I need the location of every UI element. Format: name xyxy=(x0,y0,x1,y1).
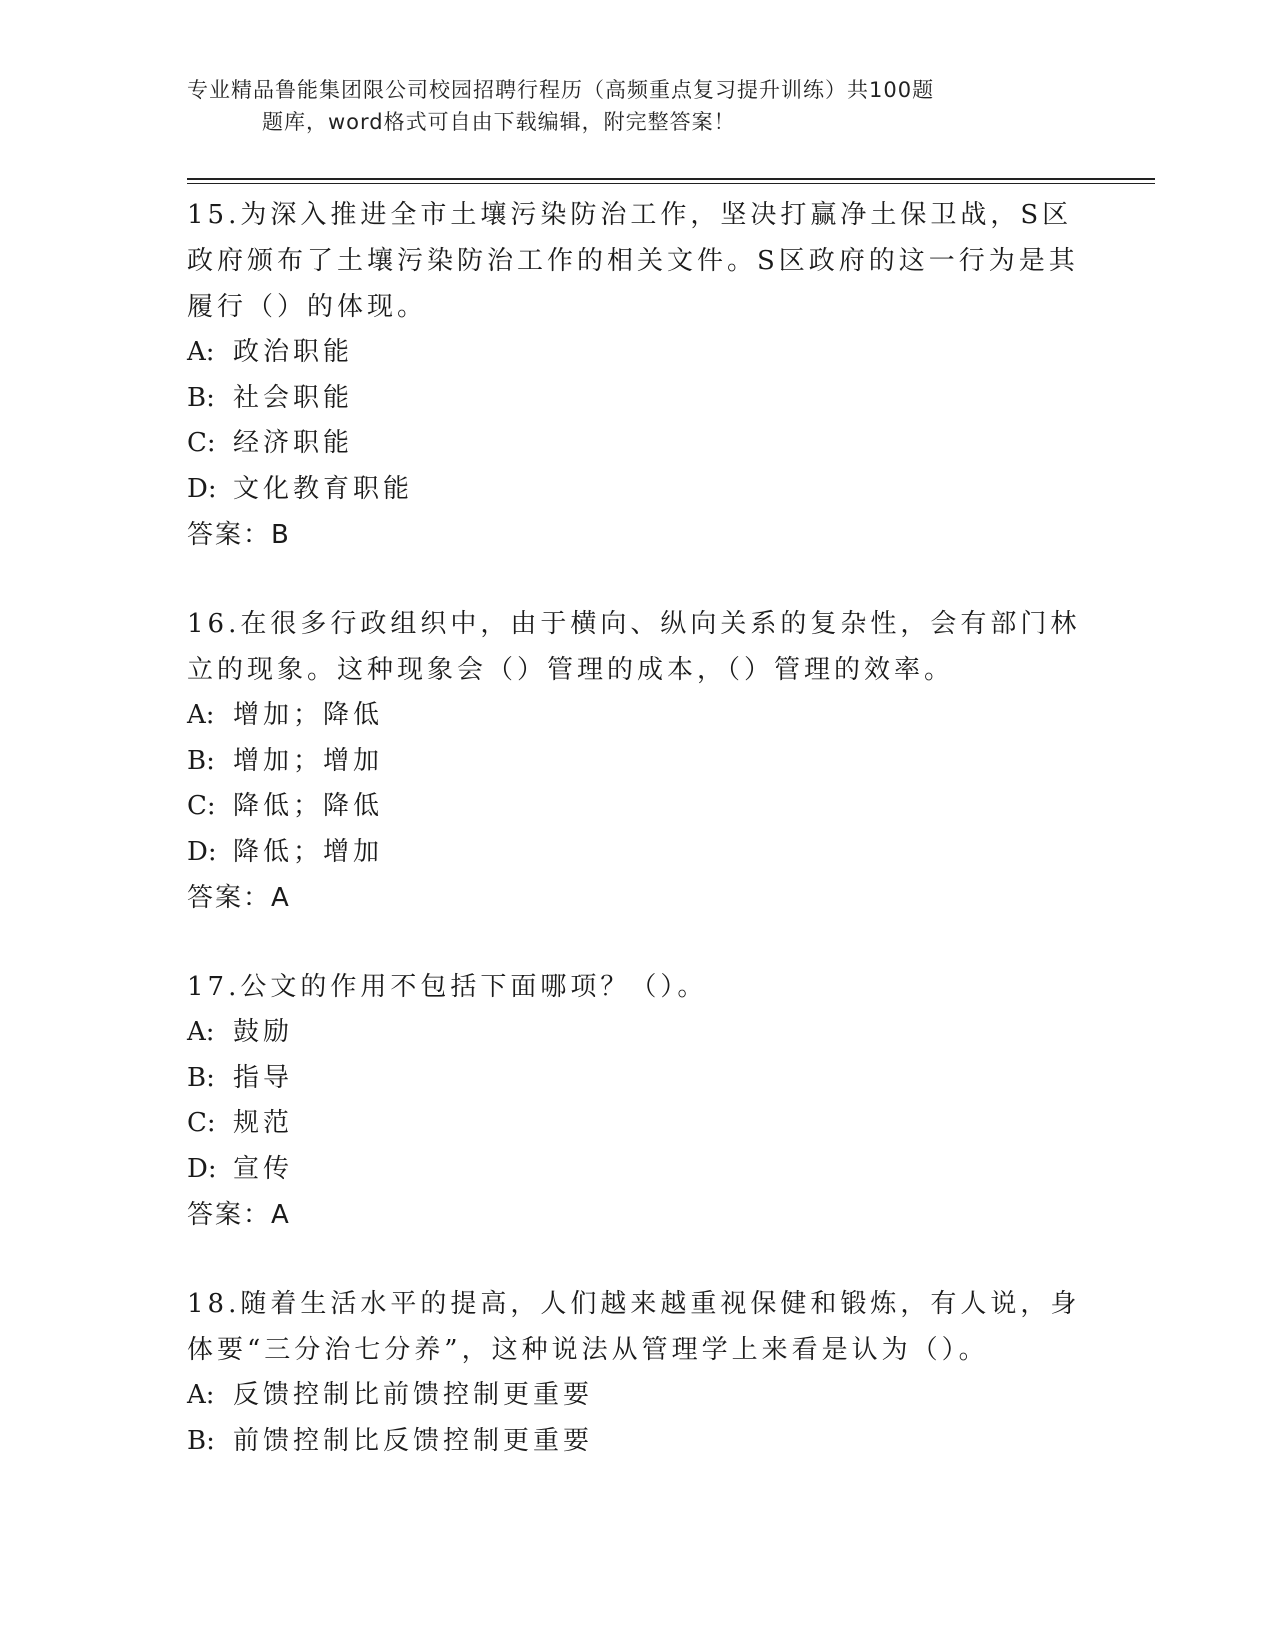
option-text: 社会职能 xyxy=(233,382,354,413)
option-text: 政治职能 xyxy=(233,337,354,367)
option-b xyxy=(187,1056,1087,1102)
option-text: 指导 xyxy=(233,1062,294,1093)
header-divider-thick xyxy=(187,178,1155,180)
option-text: 鼓励 xyxy=(233,1017,294,1047)
option-a xyxy=(187,1373,1087,1419)
option-c xyxy=(187,784,1087,830)
option-letter: B: xyxy=(187,1425,215,1456)
answer-line: 答案：A xyxy=(187,1200,291,1230)
option-c xyxy=(187,1101,1087,1147)
option-letter: C: xyxy=(187,428,216,458)
question-16 xyxy=(187,601,1087,921)
question-stem: 16.在很多行政组织中，由于横向、纵向关系的复杂性，会有部门林立的现象。这种现象会（）管理的成本，（）管理的效率。 xyxy=(187,609,1081,685)
option-letter: C: xyxy=(187,1108,216,1138)
option-letter: C: xyxy=(187,791,216,821)
option-d xyxy=(187,467,1087,513)
option-text: 前馈控制比反馈控制更重要 xyxy=(233,1425,594,1456)
option-c xyxy=(187,421,1087,467)
option-letter: B: xyxy=(187,745,215,776)
question-stem: 17.公文的作用不包括下面哪项？（）。 xyxy=(187,972,708,1002)
option-text: 降低；增加 xyxy=(233,836,384,867)
option-a xyxy=(187,693,1087,739)
option-letter: B: xyxy=(187,1062,215,1093)
option-text: 反馈控制比前馈控制更重要 xyxy=(233,1380,594,1410)
option-b xyxy=(187,739,1087,785)
option-letter: B: xyxy=(187,382,215,413)
question-stem: 18.随着生活水平的提高，人们越来越重视保健和锻炼，有人说，身体要“三分治七分养”，这种说法从管理学上来看是认为（）。 xyxy=(187,1289,1081,1365)
option-letter: A: xyxy=(187,700,215,730)
option-text: 经济职能 xyxy=(233,428,354,458)
option-letter: A: xyxy=(187,1017,215,1047)
option-a xyxy=(187,1010,1087,1056)
option-a xyxy=(187,330,1087,376)
header-title-line-2: 题库，word格式可自由下载编辑，附完整答案！ xyxy=(262,110,736,134)
option-text: 降低；降低 xyxy=(233,791,384,821)
option-letter: A: xyxy=(187,337,215,367)
option-letter: D: xyxy=(187,473,217,504)
question-15 xyxy=(187,192,1087,558)
option-text: 增加；增加 xyxy=(233,745,384,776)
option-letter: D: xyxy=(187,1153,217,1184)
option-d xyxy=(187,830,1087,876)
question-18 xyxy=(187,1281,1087,1464)
option-b xyxy=(187,376,1087,422)
answer-line: 答案：A xyxy=(187,883,291,913)
question-stem: 15.为深入推进全市土壤污染防治工作，坚决打赢净土保卫战，S区政府颁布了土壤污染防治工作的相关文件。S区政府的这一行为是其履行（）的体现。 xyxy=(187,200,1079,322)
header-title-line-1: 专业精品鲁能集团限公司校园招聘行程历（高频重点复习提升训练）共100题 xyxy=(187,78,935,102)
question-17 xyxy=(187,964,1087,1238)
option-letter: A: xyxy=(187,1380,215,1410)
question-list xyxy=(187,192,1087,1507)
option-letter: D: xyxy=(187,836,217,867)
option-d xyxy=(187,1147,1087,1193)
document-header xyxy=(187,74,1047,138)
option-text: 增加；降低 xyxy=(233,700,384,730)
answer-line: 答案：B xyxy=(187,520,291,550)
option-text: 宣传 xyxy=(233,1153,294,1184)
option-text: 规范 xyxy=(233,1108,294,1138)
header-divider-thin xyxy=(187,183,1155,184)
option-b xyxy=(187,1419,1087,1465)
option-text: 文化教育职能 xyxy=(233,473,414,504)
